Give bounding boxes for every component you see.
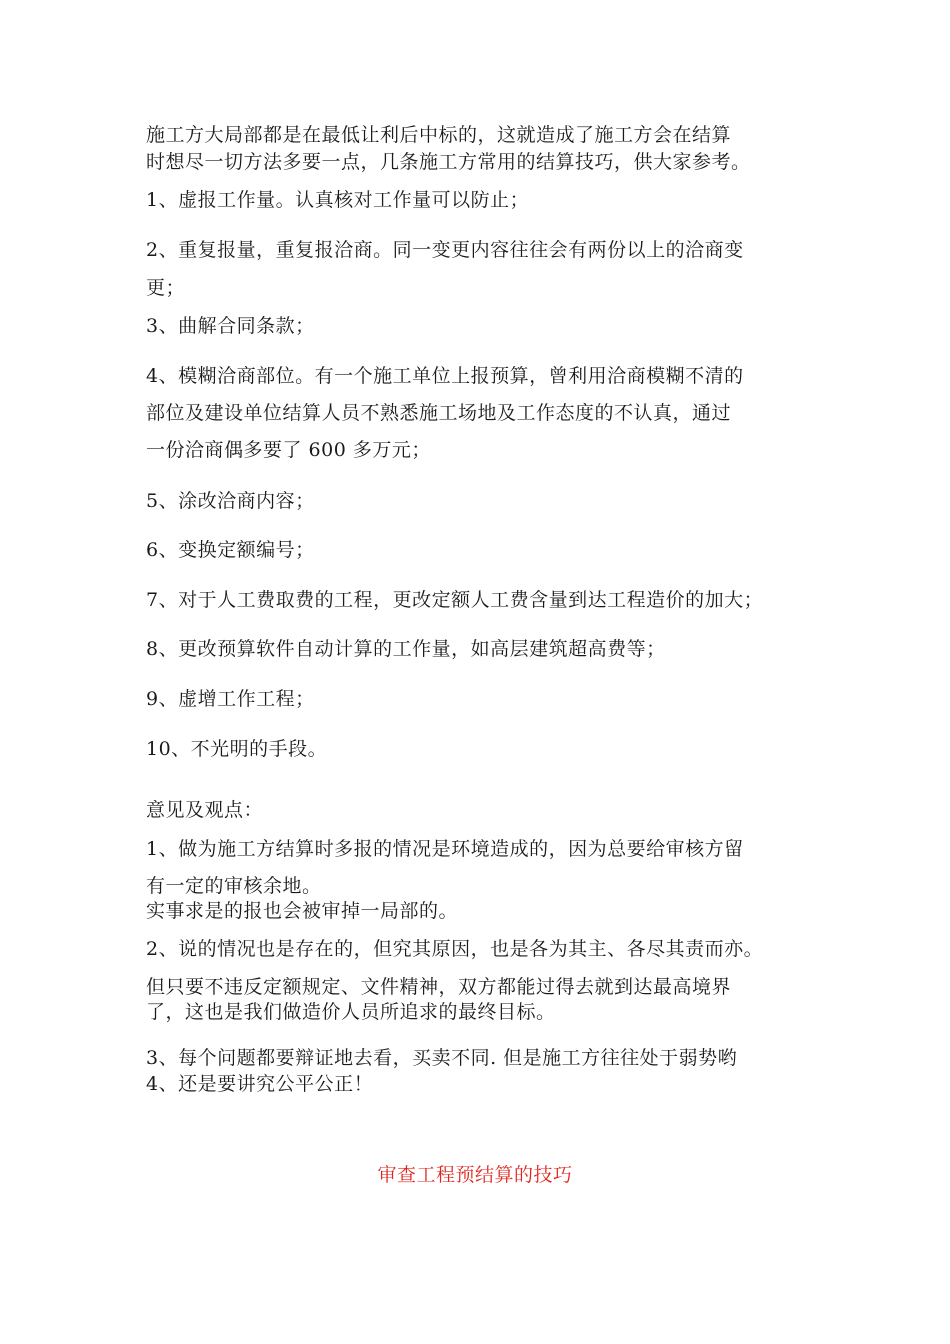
technique-item-8: 8、更改预算软件自动计算的工作量，如高层建筑超高费等； [146, 638, 666, 660]
opinion-1-line-3: 实事求是的报也会被审掉一局部的。 [146, 900, 459, 922]
technique-item-4-line-2: 部位及建设单位结算人员不熟悉施工场地及工作态度的不认真，通过 [146, 402, 732, 424]
technique-item-10: 10、不光明的手段。 [146, 738, 328, 760]
opinion-3: 3、每个问题都要辩证地去看，买卖不同. 但是施工方往往处于弱势哟 [146, 1047, 738, 1069]
technique-item-3: 3、曲解合同条款； [146, 315, 315, 337]
opinion-2-line-1: 2、说的情况也是存在的，但究其原因，也是各为其主、各尽其责而亦。 [146, 938, 764, 960]
opinion-2-line-2: 但只要不违反定额规定、文件精神，双方都能过得去就到达最高境界 [146, 976, 732, 998]
opinions-heading: 意见及观点： [146, 799, 264, 821]
intro-line-2: 时想尽一切方法多要一点，几条施工方常用的结算技巧，供大家参考。 [146, 151, 751, 173]
technique-item-2-line-2: 更； [146, 277, 186, 299]
technique-item-4-line-3: 一份洽商偶多要了 600 多万元； [146, 439, 431, 461]
technique-item-5: 5、涂改洽商内容； [146, 490, 315, 512]
technique-item-7: 7、对于人工费取费的工程，更改定额人工费含量到达工程造价的加大； [146, 589, 764, 611]
technique-item-2-line-1: 2、重复报量，重复报洽商。同一变更内容往往会有两份以上的洽商变 [146, 239, 744, 261]
opinion-1-line-2: 有一定的审核余地。 [146, 875, 322, 897]
technique-item-4-line-1: 4、模糊洽商部位。有一个施工单位上报预算，曾利用洽商模糊不清的 [146, 365, 744, 387]
technique-item-6: 6、变换定额编号； [146, 539, 315, 561]
technique-item-1: 1、虚报工作量。认真核对工作量可以防止； [146, 189, 530, 211]
opinion-2-line-3: 了，这也是我们做造价人员所追求的最终目标。 [146, 1001, 556, 1023]
section-title: 审查工程预结算的技巧 [377, 1164, 573, 1186]
technique-item-9: 9、虚增工作工程； [146, 688, 315, 710]
intro-line-1: 施工方大局部都是在最低让利后中标的，这就造成了施工方会在结算 [146, 124, 732, 146]
opinion-4: 4、还是要讲究公平公正！ [146, 1073, 374, 1095]
opinion-1-line-1: 1、做为施工方结算时多报的情况是环境造成的，因为总要给审核方留 [146, 838, 744, 860]
